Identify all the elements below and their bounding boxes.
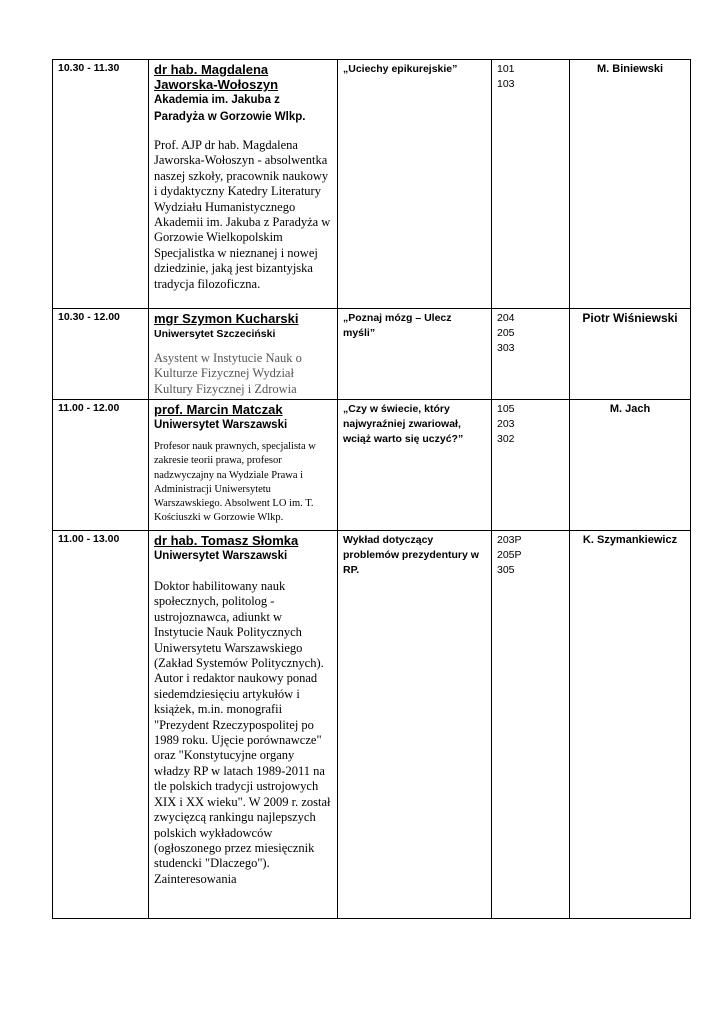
lecturer-institution: Uniwersytet Szczeciński: [154, 328, 276, 340]
time-cell: [53, 531, 149, 919]
room-number: 105: [497, 403, 515, 415]
lecture-topic: „Czy w świecie, który najwyraźniej zwariował, wciąż warto się uczyć?”: [343, 403, 464, 445]
topic-cell: [338, 309, 492, 400]
room-number: 101: [497, 63, 515, 75]
topic-cell: [338, 60, 492, 309]
lecturer-name: mgr Szymon Kucharski: [154, 311, 299, 326]
teacher-cell: [570, 400, 691, 531]
teacher-name: M. Biniewski: [596, 63, 664, 75]
room-number: 303: [497, 341, 515, 354]
teacher-name: Piotr Wiśniewski: [582, 311, 678, 325]
teacher-cell: [570, 60, 691, 309]
room-number: 203P: [497, 534, 522, 546]
time-cell: [53, 60, 149, 309]
lecturer-institution: Uniwersytet Warszawski: [154, 419, 288, 431]
lecturer-cell: [149, 309, 338, 400]
topic-cell: [338, 531, 492, 919]
lecturer-name: dr hab. Tomasz Słomka: [154, 533, 299, 548]
lecturer-cell: [149, 400, 338, 531]
lecturer-name: dr hab. Magdalena Jaworska-Wołoszyn: [154, 62, 279, 92]
lecture-topic: „Uciechy epikurejskie”: [343, 63, 458, 75]
time-slot: 10.30 - 12.00: [58, 311, 120, 323]
room-number: 205P: [497, 548, 522, 561]
teacher-name: M. Jach: [609, 403, 651, 415]
room-number: 204: [497, 312, 515, 324]
lecturer-bio: Doktor habilitowany nauk społecznych, politolog - ustrojoznawca, adiunkt w Instytucie Nauk Politycznych Uniwersytetu Warszawskiego (Zakład Systemów Politycznych). Autor i redaktor naukowy ponad siedemdziesięciu artykułów i książek, m.in. monografii "Prezydent Rzeczypospolitej po 1989 roku. Ujęcie porównawcze" oraz "Konstytucyjne organy władzy RP w latach 1989-2011 na tle polskich tradycji ustrojowych XIX i XX wieku". W 2009 r. został zwycięzcą rankingu najlepszych polskich wykładowców (ogłoszonego przez miesięcznik studencki "Dlaczego"). Zainteresowania: [154, 579, 331, 886]
time-slot: 11.00 - 13.00: [58, 533, 120, 545]
rooms-cell: [492, 531, 570, 919]
lecturer-institution: Uniwersytet Warszawski: [154, 550, 288, 562]
table-row: [53, 309, 691, 400]
time-slot: 10.30 - 11.30: [58, 62, 120, 74]
teacher-cell: [570, 309, 691, 400]
time-slot: 11.00 - 12.00: [58, 402, 120, 414]
lecturer-bio: Prof. AJP dr hab. Magdalena Jaworska-Wołoszyn - absolwentka naszej szkoły, pracownik naukowy i dydaktyczny Katedry Literatury Wydziału Humanistycznego Akademii im. Jakuba z Paradyża w Gorzowie Wielkopolskim Specjalistka w nieznanej i nowej dziedzinie, jaką jest bizantyjska tradycja filozoficzna.: [154, 138, 331, 291]
schedule-table: [52, 59, 691, 919]
room-number: 302: [497, 432, 515, 445]
time-cell: [53, 309, 149, 400]
rooms-cell: [492, 60, 570, 309]
lecturer-institution: Akademia im. Jakuba z Paradyża w Gorzowie Wlkp.: [154, 94, 306, 123]
rooms-cell: [492, 309, 570, 400]
lecturer-bio: Asystent w Instytucie Nauk o Kulturze Fizycznej Wydział Kultury Fizycznej i Zdrowia: [154, 351, 302, 396]
teacher-cell: [570, 531, 691, 919]
rooms-cell: [492, 400, 570, 531]
room-number: 305: [497, 563, 515, 576]
lecturer-cell: [149, 60, 338, 309]
table-row: [53, 60, 691, 309]
room-number: 203: [497, 417, 515, 430]
table-row: [53, 531, 691, 919]
table-row: [53, 400, 691, 531]
topic-cell: [338, 400, 492, 531]
room-number: 205: [497, 326, 515, 339]
lecturer-name: prof. Marcin Matczak: [154, 402, 283, 417]
lecturer-cell: [149, 531, 338, 919]
time-cell: [53, 400, 149, 531]
lecturer-bio: Profesor nauk prawnych, specjalista w zakresie teorii prawa, profesor nadzwyczajny na Wydziale Prawa i Administracji Uniwersytetu Warszawskiego. Absolwent LO im. T. Kościuszki w Gorzowie Wlkp.: [154, 441, 316, 524]
room-number: 103: [497, 77, 515, 90]
lecture-topic: „Poznaj mózg – Ulecz myśli”: [343, 312, 452, 339]
lecture-topic: Wykład dotyczący problemów prezydentury w RP.: [343, 534, 479, 576]
teacher-name: K. Szymankiewicz: [582, 534, 678, 546]
